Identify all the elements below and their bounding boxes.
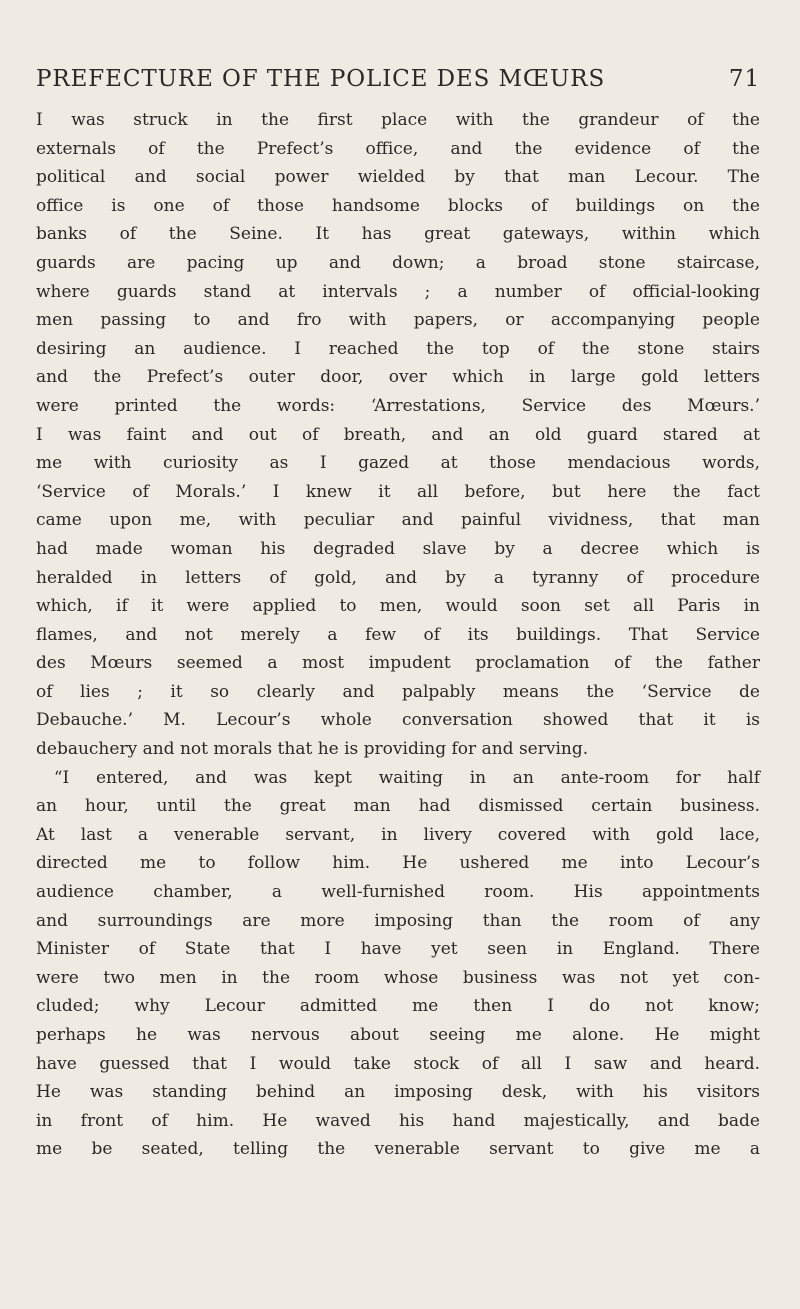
text-line: Minister of State that I have yet seen in England. There: [36, 939, 760, 960]
text-line: Debauche.’ M. Lecour’s whole conversation showed that it is: [36, 710, 760, 731]
text-line: directed me to follow him. He ushered me into Lecour’s: [36, 853, 760, 874]
text-line: me be seated, telling the venerable servant to give me a: [36, 1139, 760, 1160]
text-line: and surroundings are more imposing than the room of any: [36, 910, 760, 931]
text-line: perhaps he was nervous about seeing me alone. He might: [36, 1025, 760, 1045]
text-line: have guessed that I would take stock of all I saw and heard.: [36, 1053, 760, 1074]
text-line: guards are pacing up and down; a broad stone staircase,: [36, 252, 760, 273]
text-line: audience chamber, a well-furnished room. His appointments: [36, 882, 760, 903]
page-number: 71: [728, 66, 760, 92]
text-line: were two men in the room whose business was not yet con-: [36, 967, 760, 988]
text-line: ‘Service of Morals.’ I knew it all before, but here the fact: [36, 481, 760, 502]
text-line: of lies ; it so clearly and palpably means the ‘Service de: [36, 681, 760, 702]
body-text: [36, 106, 760, 1164]
text-line: an hour, until the great man had dismissed certain business.: [36, 796, 760, 817]
text-line: were printed the words: ‘Arrestations, Service des Mœurs.’: [36, 395, 760, 416]
text-line: me with curiosity as I gazed at those mendacious words,: [36, 453, 760, 474]
text-line: “I entered, and was kept waiting in an ante-room for half: [53, 767, 760, 788]
text-line: where guards stand at intervals ; a number of official-looking: [36, 281, 760, 302]
text-line: office is one of those handsome blocks of buildings on the: [36, 195, 760, 216]
text-line: debauchery and not morals that he is providing for and serving.: [36, 739, 589, 760]
text-line: flames, and not merely a few of its buildings. That Service: [36, 624, 760, 645]
text-line: externals of the Prefect’s office, and the evidence of the: [36, 138, 760, 159]
text-line: in front of him. He waved his hand majestically, and bade: [36, 1110, 760, 1131]
text-line: At last a venerable servant, in livery covered with gold lace,: [36, 824, 760, 845]
running-head-title: PREFECTURE OF THE POLICE DES MŒURS: [36, 66, 606, 92]
text-line: I was struck in the first place with the grandeur of the: [36, 110, 760, 130]
running-head: [36, 62, 760, 96]
text-line: banks of the Seine. It has great gateways, within which: [36, 224, 760, 245]
text-line: I was faint and out of breath, and an old guard stared at: [36, 424, 760, 445]
text-line: cluded; why Lecour admitted me then I do not know;: [36, 996, 760, 1017]
text-line: political and social power wielded by that man Lecour. The: [36, 167, 760, 188]
text-line: which, if it were applied to men, would soon set all Paris in: [36, 596, 760, 617]
text-line: had made woman his degraded slave by a decree which is: [36, 538, 760, 559]
text-line: heralded in letters of gold, and by a tyranny of procedure: [36, 567, 760, 588]
text-line: came upon me, with peculiar and painful vividness, that man: [36, 510, 760, 531]
text-line: desiring an audience. I reached the top of the stone stairs: [36, 338, 760, 359]
text-line: and the Prefect’s outer door, over which in large gold letters: [36, 367, 760, 388]
text-line: des Mœurs seemed a most impudent proclamation of the father: [36, 653, 760, 674]
text-line: men passing to and fro with papers, or accompanying people: [36, 310, 760, 331]
text-line: He was standing behind an imposing desk, with his visitors: [36, 1082, 760, 1103]
